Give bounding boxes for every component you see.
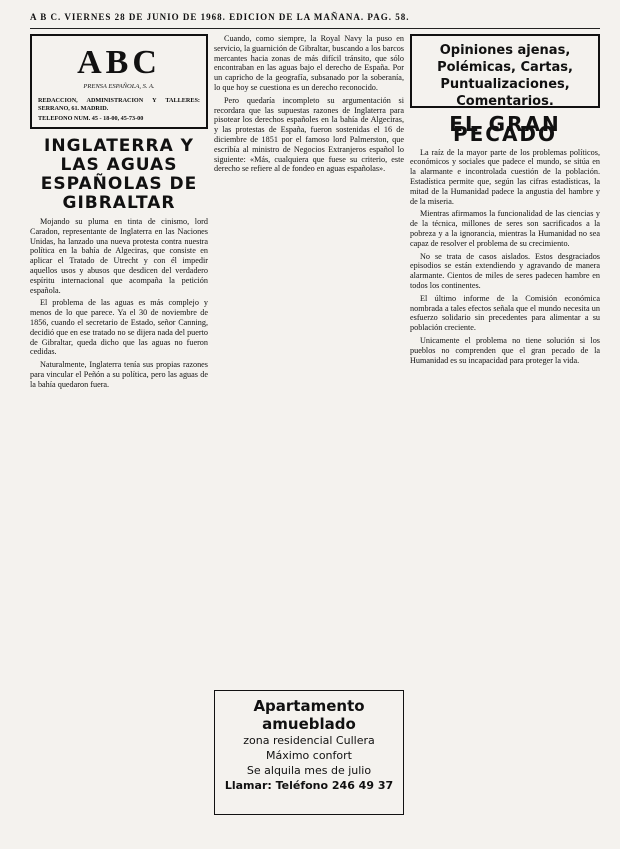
opinion-line: Puntualizaciones,: [440, 77, 570, 92]
ad-comfort: Máximo confort: [266, 749, 352, 762]
article2-paragraph: Cuando, como siempre, la Royal Navy la puso en servicio, la guarnición de Gibraltar, buscando a los barcos mercantes hacia zonas de más difícil tránsito, que sólo encontraban en las aguas bajo el derecho de España. Por un capricho de la geografía, subsanado por la soberanía, lo que hoy se cuestiona es un derecho reconocido.: [214, 34, 404, 92]
article1-paragraph: Naturalmente, Inglaterra tenía sus propias razones para vincular el Peñón a su política, pero las aguas de la bahía quedaron fuera.: [30, 360, 208, 389]
opinion-line: Polémicas, Cartas,: [437, 60, 573, 75]
abc-subtitle: PRENSA ESPAÑOLA, S. A.: [83, 83, 155, 90]
header-text: A B C. VIERNES 28 DE JUNIO DE 1968. EDICION DE LA MAÑANA. PAG. 58.: [30, 12, 410, 22]
article3-headline: EL GRAN PECADO: [449, 112, 561, 146]
article1-paragraph: El problema de las aguas es más complejo y menos de lo que parece. Ya el 30 de noviembre de 1856, cuando el secretario de Estado, señor Canning, decidió que en ese tratado no se dijera nada del puerto de Gibraltar, queda dicho que las aguas no fueron cedidas.: [30, 298, 208, 357]
ad-location: zona residencial Cullera: [243, 734, 375, 747]
article1-headline: INGLATERRA Y LAS AGUAS ESPAÑOLAS DE GIBRALTAR: [40, 136, 198, 213]
article1-paragraph: Mojando su pluma en tinta de cinismo, lord Caradon, representante de Inglaterra en las Naciones Unidas, ha lanzado una nueva protesta contra nuestra política en la bahía de Algeciras, que consiste en aplicar el Tratado de Utrecht y con él impedir aquellos usos y abusos que desdicen del verdadero espíritu internacional que acompaña la petición española.: [30, 217, 208, 295]
classified-ad: [214, 690, 404, 815]
column-middle: [214, 34, 404, 177]
abc-masthead-box: [30, 34, 208, 129]
abc-logo: ABC: [77, 44, 161, 81]
article3-paragraph: Mientras afirmamos la funcionalidad de las ciencias y de la técnica, millones de seres son sacrificados a la pobreza y a la ignorancia, mientras la Humanidad no sea capaz de resolver el problema de su crecimiento.: [410, 209, 600, 248]
ad-title: Apartamento amueblado: [253, 697, 365, 733]
article2-paragraph: Pero quedaría incompleto su argumentación si recordara que las supuestas razones de Inglaterra para pisotear los derechos españoles en la bahía de Algeciras, y las protestas de España, fueron sostenidas el 16 de diciembre de 1851 por el famoso lord Palmerston, que escribía al ministro de Negocios Extranjeros español lo siguiente: «Más, cualquiera que fuese su criterio, este derecho se refiere al de fondeo en aguas españolas».: [214, 95, 404, 174]
abc-phone: TELEFONO NUM. 45 - 18-00, 45-73-00: [38, 114, 144, 122]
column-left: [30, 34, 208, 393]
abc-address: REDACCION, ADMINISTRACION Y TALLERES: SERRANO, 61. MADRID.: [38, 96, 200, 112]
article3-paragraph: La raíz de la mayor parte de los problemas políticos, económicos y sociales que padece el mundo, se sitúa en la alarmante e incontrolada cuestión de la población. Estadística permite que, según las cifras estadísticas, la mitad de la Humanidad padece la angustia del hambre y de la miseria.: [410, 147, 600, 206]
article3-paragraph: El último informe de la Comisión económica nombrada a tales efectos señala que el mundo necesita un esfuerzo solidario sin precedentes para alimentar a su población creciente.: [410, 293, 600, 333]
ad-phone: Llamar: Teléfono 246 49 37: [224, 779, 394, 792]
page-header: [30, 12, 600, 29]
article3-paragraph: Unicamente el problema no tiene solución si los pueblos no comprenden que el gran pecado de la Humanidad es su incapacidad para proteger la vida.: [410, 335, 600, 365]
opinion-section-box: [410, 34, 600, 108]
opinion-line: Comentarios.: [456, 94, 554, 109]
column-right: [410, 34, 600, 368]
opinion-line: Opiniones ajenas,: [439, 43, 571, 58]
ad-availability: Se alquila mes de julio: [246, 764, 372, 777]
article3-paragraph: No se trata de casos aislados. Estos desgraciados episodios se están extendiendo y agravando de manera alarmante. Cientos de miles de seres padecen hambre en todos los continentes.: [410, 251, 600, 290]
